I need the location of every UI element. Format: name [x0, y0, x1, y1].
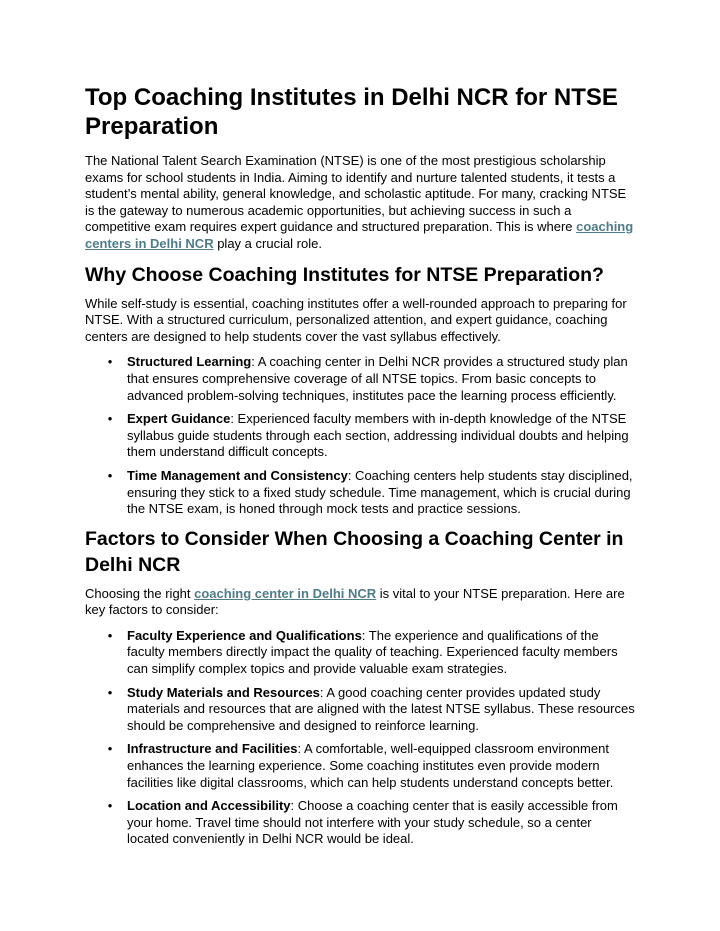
- bullet-icon: •: [107, 354, 113, 370]
- factors-list: [85, 628, 635, 848]
- list-item-text: : Choose a coaching center that is easily accessible from your home. Travel time should not interfere with your study schedule, so a center located conveniently in Delhi NCR would be ideal.: [127, 798, 618, 847]
- intro-paragraph: [85, 153, 635, 253]
- section-paragraph-factors: [85, 586, 635, 619]
- list-item-term: Study Materials and Resources: [127, 684, 320, 700]
- list-item: [85, 685, 635, 735]
- list-item: [85, 354, 635, 404]
- list-item-term: Structured Learning: [127, 354, 252, 370]
- intro-text-end: play a crucial role.: [213, 235, 322, 251]
- section-heading-factors: Factors to Consider When Choosing a Coaching Center in Delhi NCR: [85, 527, 624, 576]
- document-content: [85, 83, 635, 856]
- bullet-icon: •: [107, 684, 113, 700]
- list-item-term: Infrastructure and Facilities: [127, 741, 298, 757]
- list-item: [85, 411, 635, 461]
- list-item-term: Faculty Experience and Qualifications: [127, 627, 362, 643]
- list-item-text: : The experience and qualifications of the faculty members directly impact the quality of teaching. Experienced faculty members can simplify complex topics and provide valuable exam strategies.: [127, 627, 618, 677]
- benefits-list: [85, 354, 635, 517]
- list-item-text: : A coaching center in Delhi NCR provides a structured study plan that ensures comprehensive coverage of all NTSE topics. From basic concepts to advanced problem-solving techniques, institutes pace the learning process efficiently.: [127, 354, 628, 403]
- list-item-term: Time Management and Consistency: [127, 467, 348, 483]
- intro-text: The National Talent Search Examination (NTSE) is one of the most prestigious scholarship exams for school students in India. Aiming to identify and nurture talented students, it tests a student’s mental ability, general knowledge, and scholastic aptitude. For many, cracking NTSE is the gateway to numerous academic opportunities, but achieving success in such a competitive exam requires expert guidance and structured preparation. This is where: [85, 153, 627, 235]
- list-item: [85, 628, 635, 678]
- bullet-icon: •: [107, 467, 113, 483]
- list-item: [85, 468, 635, 518]
- coaching-center-link[interactable]: coaching center in Delhi NCR: [194, 585, 377, 601]
- page-title: Top Coaching Institutes in Delhi NCR for NTSE Preparation: [85, 84, 618, 140]
- bullet-icon: •: [107, 627, 113, 643]
- list-item-text: : A comfortable, well-equipped classroom environment enhances the learning experience. Some coaching institutes even provide modern facilities like digital classrooms, which can help students understand concepts better.: [127, 741, 614, 790]
- list-item-text: : A good coaching center provides updated study materials and resources that are aligned with the latest NTSE syllabus. These resources should be comprehensive and designed to reinforce learning.: [127, 684, 635, 733]
- list-item-text: : Coaching centers help students stay disciplined, ensuring they stick to a fixed study schedule. Time management, which is crucial during the NTSE exam, is honed through mock tests and practice sessions.: [127, 467, 633, 517]
- factors-intro-text-end: is vital to your NTSE preparation. Here are key factors to consider:: [85, 585, 625, 618]
- bullet-icon: •: [107, 741, 113, 757]
- list-item-term: Expert Guidance: [127, 411, 231, 427]
- list-item-text: : Experienced faculty members with in-depth knowledge of the NTSE syllabus guide students through each section, addressing individual doubts and helping them understand difficult concepts.: [127, 411, 629, 460]
- section-paragraph-why-choose: While self-study is essential, coaching institutes offer a well-rounded approach to preparing for NTSE. With a structured curriculum, personalized attention, and expert guidance, coaching centers are designed to help students cover the vast syllabus effectively.: [85, 295, 627, 344]
- section-heading-why-choose: Why Choose Coaching Institutes for NTSE Preparation?: [85, 263, 604, 286]
- bullet-icon: •: [107, 411, 113, 427]
- bullet-icon: •: [107, 798, 113, 814]
- list-item: [85, 741, 635, 791]
- coaching-centers-link[interactable]: coaching centers in Delhi NCR: [85, 219, 634, 251]
- list-item: [85, 798, 635, 848]
- factors-intro-text: Choosing the right: [85, 585, 195, 601]
- list-item-term: Location and Accessibility: [127, 798, 291, 814]
